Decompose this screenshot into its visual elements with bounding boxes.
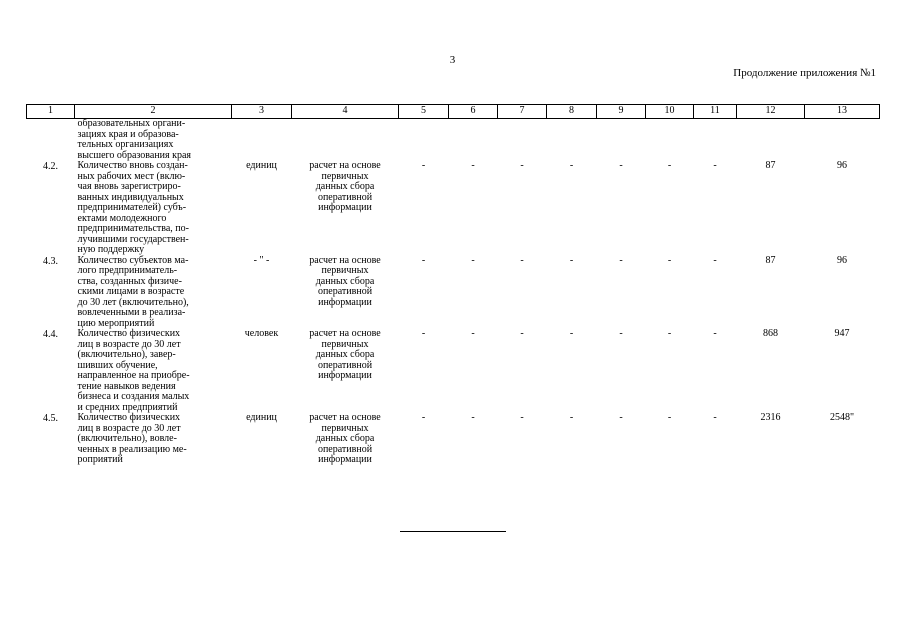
value-col-12: 87 xyxy=(765,160,776,171)
continuation-text-content: образовательных органи- зациях края и образова- тельных организациях высшего образования края xyxy=(77,118,192,161)
calculation-method: расчет на основе первичных данных сбора оперативной информации xyxy=(309,254,381,308)
value-col-8: - xyxy=(569,412,574,423)
value-col-7: - xyxy=(520,412,524,423)
value-col-11: - xyxy=(713,412,717,423)
value-col-6: - xyxy=(471,254,475,266)
indicator-name: Количество физических лиц в возрасте до 30 лет (включительно), завер- шивших обучение, направленное на приобре- тение навыков ведения бизнеса и создания малых и средних предприятий xyxy=(77,328,190,413)
column-header-4: 4 xyxy=(292,105,399,119)
table-row xyxy=(27,161,880,256)
column-header-13: 13 xyxy=(805,105,880,119)
calculation-method: расчет на основе первичных данных сбора оперативной информации xyxy=(309,328,381,381)
column-header-8: 8 xyxy=(547,105,597,119)
table-row xyxy=(27,256,880,330)
unit: единиц xyxy=(246,160,277,171)
table-row xyxy=(27,329,880,413)
value-col-5: - xyxy=(421,328,426,339)
value-col-9: - xyxy=(619,254,623,266)
value-col-9: - xyxy=(619,160,623,171)
column-header-3: 3 xyxy=(232,105,292,119)
indicator-name: Количество вновь создан- ных рабочих мест (вклю- чая вновь зарегистриро- ванных индивидуальных предпринимателей) субъ- ектами молодежного предпринимательства, по- лучившими государствен- ную поддержку xyxy=(77,160,189,255)
table-header-row xyxy=(27,105,880,119)
column-header-11: 11 xyxy=(694,105,737,119)
value-col-5: - xyxy=(421,254,426,266)
value-col-5: - xyxy=(421,160,426,171)
value-col-5: - xyxy=(421,412,426,423)
value-col-13: 96 xyxy=(837,160,847,171)
value-col-7: - xyxy=(520,160,524,171)
value-col-11: - xyxy=(713,160,717,171)
value-col-6: - xyxy=(471,160,475,171)
value-col-9: - xyxy=(619,412,623,423)
column-header-5: 5 xyxy=(399,105,449,119)
value-col-12: 868 xyxy=(763,328,778,339)
continuation-row xyxy=(27,119,880,162)
value-col-11: - xyxy=(713,254,717,266)
row-number: 4.5. xyxy=(43,413,58,424)
value-col-10: - xyxy=(667,412,672,423)
row-number: 4.4. xyxy=(43,329,58,340)
value-col-12: 87 xyxy=(765,254,776,266)
column-header-10: 10 xyxy=(646,105,694,119)
value-col-7: - xyxy=(520,328,524,339)
value-col-6: - xyxy=(471,328,475,339)
column-header-12: 12 xyxy=(737,105,805,119)
value-col-7: - xyxy=(520,254,524,266)
value-col-12: 2316 xyxy=(760,412,781,423)
unit: единиц xyxy=(246,412,277,423)
column-header-7: 7 xyxy=(498,105,547,119)
row-number: 4.3. xyxy=(43,255,58,267)
indicator-name: Количество физических лиц в возрасте до 30 лет (включительно), вовле- ченных в реализацию ме- роприятий xyxy=(77,412,187,465)
continuation-text xyxy=(75,119,232,162)
row-number: 4.2. xyxy=(43,161,58,172)
unit: - " - xyxy=(253,254,270,266)
end-rule xyxy=(400,531,506,532)
calculation-method: расчет на основе первичных данных сбора оперативной информации xyxy=(309,160,381,213)
value-col-11: - xyxy=(713,328,717,339)
value-col-10: - xyxy=(667,328,672,339)
value-col-10: - xyxy=(667,254,672,266)
indicators-table xyxy=(26,104,880,466)
value-col-8: - xyxy=(569,160,574,171)
column-header-6: 6 xyxy=(449,105,498,119)
column-header-9: 9 xyxy=(597,105,646,119)
calculation-method: расчет на основе первичных данных сбора оперативной информации xyxy=(309,412,381,465)
unit: человек xyxy=(244,328,279,339)
value-col-6: - xyxy=(471,412,475,423)
value-col-13: 947 xyxy=(834,328,850,339)
value-col-8: - xyxy=(569,254,574,266)
value-col-13: 2548" xyxy=(829,412,855,423)
table-row xyxy=(27,413,880,466)
indicator-name: Количество субъектов ма- лого предприниматель- ства, созданных физиче- скими лицами в возрасте до 30 лет (включительно), вовлеченными в реализа- цию мероприятий xyxy=(77,254,189,329)
value-col-13: 96 xyxy=(837,254,847,266)
page-number: 3 xyxy=(449,54,456,66)
value-col-9: - xyxy=(619,328,623,339)
column-header-1: 1 xyxy=(27,105,75,119)
value-col-10: - xyxy=(667,160,672,171)
continuation-label: Продолжение приложения №1 xyxy=(733,67,876,79)
column-header-2: 2 xyxy=(75,105,232,119)
value-col-8: - xyxy=(569,328,574,339)
